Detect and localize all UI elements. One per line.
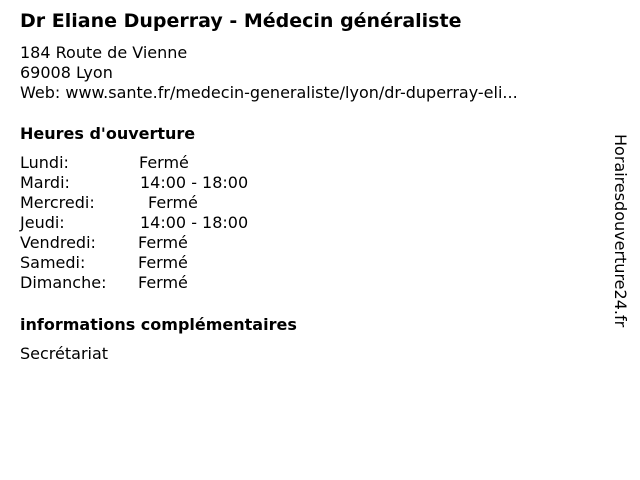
hours-day: Samedi: xyxy=(20,253,86,272)
hours-day: Vendredi: xyxy=(20,233,96,252)
hours-time: Fermé xyxy=(138,233,188,252)
hours-time: Fermé xyxy=(139,153,189,172)
page-title: Dr Eliane Duperray - Médecin généraliste xyxy=(20,10,462,32)
hours-time: 14:00 - 18:00 xyxy=(140,213,249,232)
hours-day: Mercredi: xyxy=(20,193,95,212)
hours-time: Fermé xyxy=(138,253,188,272)
web-link[interactable]: www.sante.fr/medecin-generaliste/lyon/dr-duperray-eli... xyxy=(65,83,518,102)
hours-day: Mardi: xyxy=(20,173,70,192)
hours-time: Fermé xyxy=(148,193,198,212)
address-block xyxy=(20,43,518,103)
info-heading: informations complémentaires xyxy=(20,315,297,334)
address-street: 184 Route de Vienne xyxy=(20,43,188,62)
hours-day: Lundi: xyxy=(20,153,69,172)
watermark xyxy=(612,134,632,344)
hours-day: Dimanche: xyxy=(20,273,107,292)
hours-heading: Heures d'ouverture xyxy=(20,124,196,143)
hours-day: Jeudi: xyxy=(20,213,65,232)
hours-time: Fermé xyxy=(138,273,188,292)
watermark-text: Horairesdouverture24.fr xyxy=(611,134,630,328)
web-line xyxy=(20,83,518,103)
info-text: Secrétariat xyxy=(20,344,109,363)
hours-time: 14:00 - 18:00 xyxy=(140,173,249,192)
address-city: 69008 Lyon xyxy=(20,63,113,82)
web-label: Web: xyxy=(20,83,61,102)
